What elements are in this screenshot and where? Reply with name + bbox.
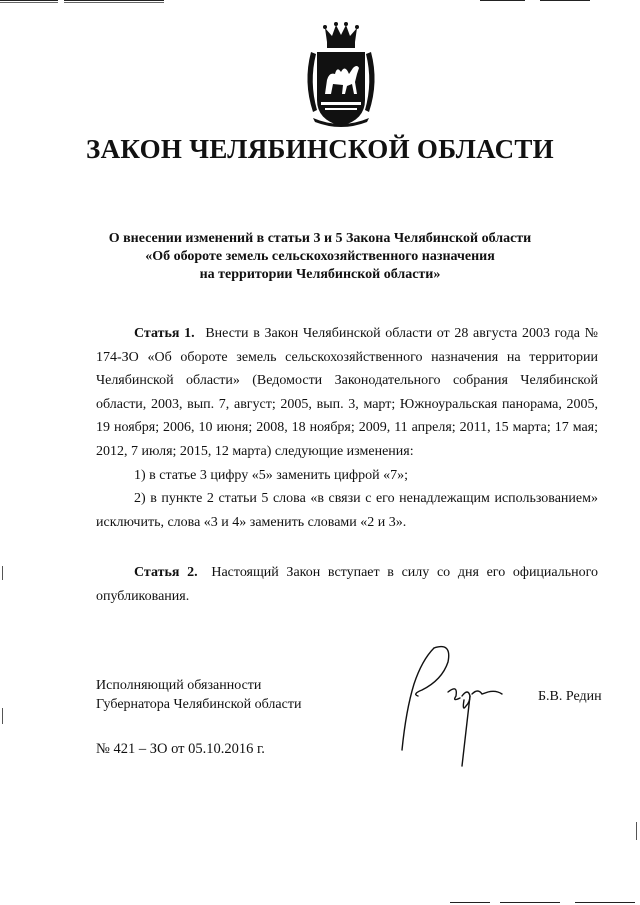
article-1-item: [96, 487, 598, 534]
scan-artifact-line: [64, 2, 164, 3]
subtitle-line: на территории Челябинской области»: [199, 267, 441, 282]
document-number: № 421 – ЗО от 05.10.2016 г.: [96, 741, 265, 757]
article-1-item-2: 2) в пункте 2 статьи 5 слова «в связи с его ненадлежащим использованием» исключить, слова «3 и 4» заменить словами «2 и 3».: [96, 491, 598, 530]
chelyabinsk-coat-of-arms-icon: [303, 22, 379, 130]
article-1-item: [96, 464, 598, 488]
subtitle-line: «Об обороте земель сельскохозяйственного назначения: [145, 249, 495, 264]
scan-artifact-line: [64, 0, 164, 1]
signatory-name: Б.В. Редин: [538, 689, 602, 704]
scan-artifact-tick: [2, 566, 3, 580]
article-1-item-1: 1) в статье 3 цифру «5» заменить цифрой «7»;: [134, 468, 408, 483]
subtitle-line: О внесении изменений в статьи 3 и 5 Закона Челябинской области: [108, 231, 532, 246]
scan-artifact-line: [480, 0, 525, 1]
signatory-position: [96, 676, 301, 714]
article-1: [96, 322, 598, 463]
article-2-label: Статья 2.: [134, 565, 198, 580]
scan-artifact-line: [450, 902, 490, 903]
scan-artifact-line: [500, 902, 560, 903]
article-2-text: Настоящий Закон вступает в силу со дня его официального опубликования.: [96, 565, 599, 604]
article-2: [96, 561, 598, 608]
scan-artifact-tick: [2, 708, 3, 724]
article-1-text: Внести в Закон Челябинской области от 28 августа 2003 года № 174-ЗО «Об обороте земель сельскохозяйственного назначения на территории Челябинской области» (Ведомости Законодательного собрания Челябинской области, 2003, вып. 7, август; 2005, вып. 3, март; Южноуральская панорама, 2005, 19 ноября; 2006, 10 июня; 2008, 18 ноября; 2009, 11 апреля; 2011, 15 марта; 17 мая; 2012, 7 июля; 2015, 12 марта) следующие изменения:: [96, 326, 598, 459]
law-subtitle: [90, 230, 550, 284]
scan-artifact-line: [0, 0, 58, 1]
signatory-position-line: Исполняющий обязанности: [96, 678, 262, 693]
scan-artifact-line: [575, 902, 635, 903]
scan-artifact-line: [0, 2, 58, 3]
handwritten-signature: [392, 640, 512, 770]
signatory-position-line: Губернатора Челябинской области: [96, 697, 302, 712]
scan-artifact-tick: [636, 822, 637, 840]
article-1-label: Статья 1.: [134, 326, 195, 341]
law-title: ЗАКОН ЧЕЛЯБИНСКОЙ ОБЛАСТИ: [86, 134, 554, 164]
scan-artifact-line: [540, 0, 590, 1]
